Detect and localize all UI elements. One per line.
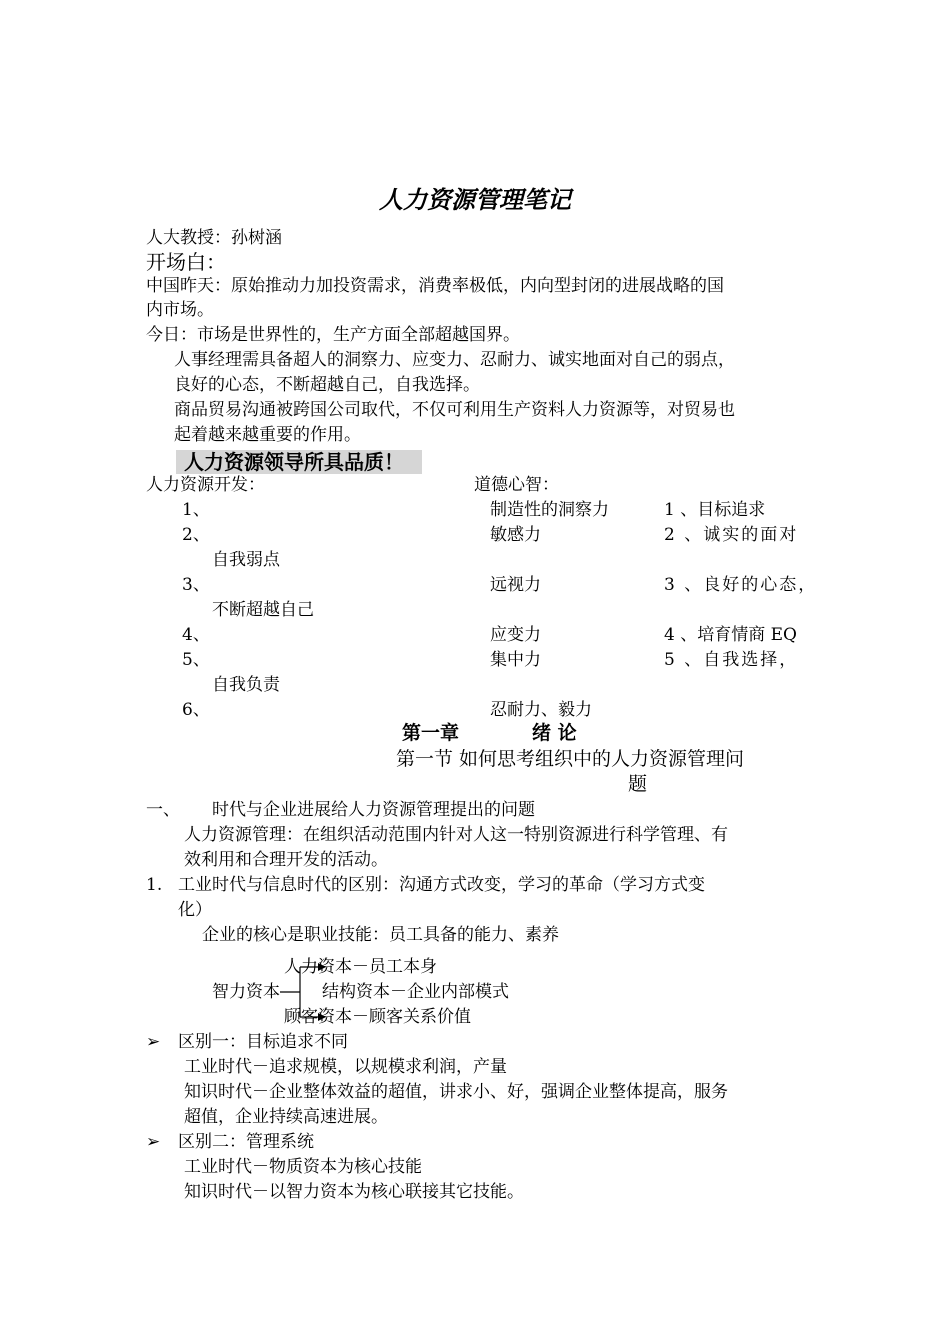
quality-num: 5、 (182, 650, 210, 670)
part-number: 一、 (146, 800, 180, 820)
trade-line1: 商品贸易沟通被跨国公司取代，不仅可利用生产资料人力资源等，对贸易也 (174, 400, 735, 420)
quality-ability: 集中力 (490, 650, 541, 670)
quality-moral: 2 、诚实的面对 (664, 525, 799, 545)
quality-moral: 3 、良好的心态， (664, 575, 818, 595)
bullet-arrow-icon: ➢ (146, 1032, 161, 1052)
quality-moral-cont: 自我弱点 (212, 550, 280, 570)
diagram-branch-customer: 顾客资本－顾客关系价值 (284, 1007, 471, 1027)
diagram-root: 智力资本 (212, 982, 280, 1002)
difference-two-knowledge: 知识时代－以智力资本为核心联接其它技能。 (184, 1182, 524, 1202)
opening-label: 开场白： (146, 250, 226, 274)
quality-ability: 制造性的洞察力 (490, 500, 609, 520)
trade-line2: 起着越来越重要的作用。 (174, 425, 361, 445)
quality-moral-cont: 自我负责 (212, 675, 280, 695)
core-skill-line: 企业的核心是职业技能：员工具备的能力、素养 (202, 925, 559, 945)
left-column-header: 人力资源开发： (146, 475, 265, 495)
quality-ability: 远视力 (490, 575, 541, 595)
author-line: 人大教授：孙树涵 (146, 228, 282, 248)
right-column-header: 道德心智： (474, 475, 559, 495)
quality-moral: 1 、目标追求 (664, 500, 766, 520)
diagram-branch-human: 人力资本－员工本身 (284, 957, 437, 977)
difference-one-knowledge-line2: 超值，企业持续高速进展。 (184, 1107, 388, 1127)
quality-moral: 4 、培育情商 EQ (664, 625, 797, 645)
item-line1: 工业时代与信息时代的区别：沟通方式改变，学习的革命（学习方式变 (178, 875, 705, 895)
hr-manager-line1: 人事经理需具备超人的洞察力、应变力、忍耐力、诚实地面对自己的弱点， (174, 350, 735, 370)
chapter-name: 绪 论 (532, 722, 577, 744)
quality-num: 6、 (182, 700, 210, 720)
opening-today: 今日：市场是世界性的，生产方面全部超越国界。 (146, 325, 520, 345)
document-title: 人力资源管理笔记 (379, 185, 571, 214)
difference-two-label: 区别二：管理系统 (178, 1132, 314, 1152)
difference-two-industrial: 工业时代－物质资本为核心技能 (184, 1157, 422, 1177)
qualities-heading: 人力资源领导所具品质！ (176, 450, 422, 474)
opening-yesterday-line1: 中国昨天：原始推动力加投资需求，消费率极低，内向型封闭的进展战略的国 (146, 276, 724, 296)
difference-one-industrial: 工业时代－追求规模，以规模求利润，产量 (184, 1057, 507, 1077)
quality-ability: 忍耐力、毅力 (490, 700, 592, 720)
hr-definition-line2: 效利用和合理开发的活动。 (184, 850, 388, 870)
quality-num: 3、 (182, 575, 210, 595)
hr-manager-line2: 良好的心态，不断超越自己，自我选择。 (174, 375, 480, 395)
part-heading: 时代与企业进展给人力资源管理提出的问题 (212, 800, 535, 820)
item-line2: 化） (178, 900, 212, 920)
section-title-line1: 第一节 如何思考组织中的人力资源管理问 (396, 748, 745, 770)
item-number: 1. (146, 875, 163, 895)
quality-num: 4、 (182, 625, 210, 645)
quality-ability: 敏感力 (490, 525, 541, 545)
quality-ability: 应变力 (490, 625, 541, 645)
quality-moral: 5 、自我选择， (664, 650, 799, 670)
chapter-label: 第一章 (402, 722, 460, 744)
diagram-branch-structure: 结构资本－企业内部模式 (322, 982, 509, 1002)
quality-num: 2、 (182, 525, 210, 545)
opening-yesterday-line2: 内市场。 (146, 300, 214, 320)
section-title-line2: 题 (628, 773, 648, 795)
quality-num: 1、 (182, 500, 210, 520)
difference-one-knowledge-line1: 知识时代－企业整体效益的超值，讲求小、好，强调企业整体提高，服务 (184, 1082, 728, 1102)
bullet-arrow-icon: ➢ (146, 1132, 161, 1152)
difference-one-label: 区别一：目标追求不同 (178, 1032, 348, 1052)
hr-definition-line1: 人力资源管理：在组织活动范围内针对人这一特别资源进行科学管理、有 (184, 825, 728, 845)
quality-moral-cont: 不断超越自己 (212, 600, 314, 620)
